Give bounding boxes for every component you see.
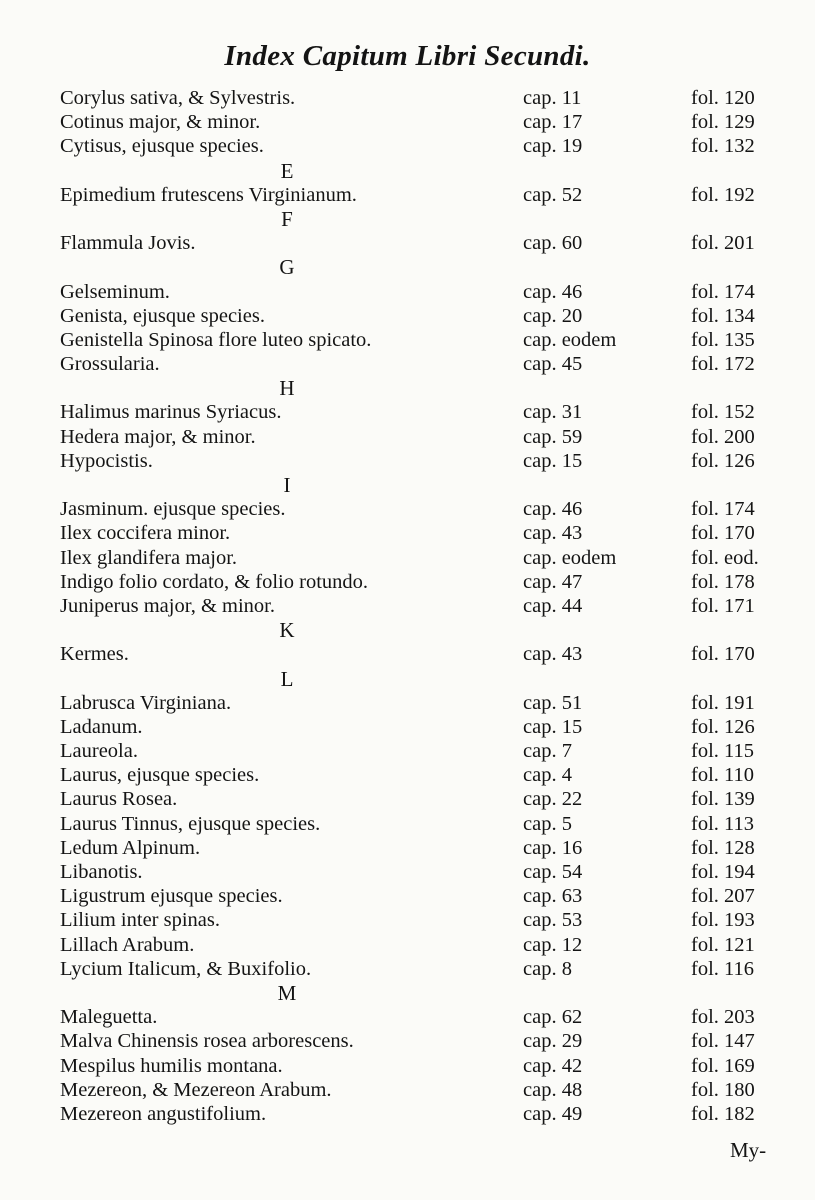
index-entry <box>0 497 815 521</box>
index-entry <box>0 1054 815 1078</box>
index-entry <box>0 425 815 449</box>
entry-name: Laurus, ejusque species. <box>60 764 260 787</box>
entry-name: Corylus sativa, & Sylvestris. <box>60 87 296 109</box>
entry-name: Ledum Alpinum. <box>60 836 201 859</box>
entry-chapter: cap. 43 <box>523 522 583 545</box>
entry-chapter: cap. 19 <box>523 135 583 158</box>
section-letter <box>0 376 815 400</box>
entry-folio: fol. 180 <box>691 1078 755 1101</box>
entry-name: Mespilus humilis montana. <box>60 1054 283 1077</box>
section-letter-label: G <box>279 255 295 280</box>
entry-folio: fol. 132 <box>691 135 755 158</box>
index-entry <box>0 642 815 666</box>
index-entry <box>0 546 815 570</box>
section-letter-label: K <box>279 618 295 643</box>
entry-folio: fol. 135 <box>691 328 755 351</box>
entry-folio: fol. 203 <box>691 1006 755 1029</box>
index-entry <box>0 1005 815 1029</box>
page-title: Index Capitum Libri Secundi. <box>224 40 591 72</box>
entry-chapter: cap. eodem <box>523 546 617 569</box>
entry-name: Hypocistis. <box>60 449 153 472</box>
entry-chapter: cap. 49 <box>523 1102 583 1125</box>
entry-chapter: cap. 22 <box>523 788 583 811</box>
entry-name: Mezereon, & Mezereon Arabum. <box>60 1078 332 1101</box>
entry-name: Maleguetta. <box>60 1006 158 1029</box>
entry-folio: fol. 191 <box>691 691 755 714</box>
index-entry <box>0 739 815 763</box>
index-entry <box>0 908 815 932</box>
entry-chapter: cap. 17 <box>523 111 583 134</box>
index-entry <box>0 328 815 352</box>
entry-folio: fol. 182 <box>691 1102 755 1125</box>
section-letter <box>0 667 815 691</box>
index-entry <box>0 183 815 207</box>
entry-chapter: cap. 7 <box>523 740 572 763</box>
entry-name: Halimus marinus Syriacus. <box>60 401 282 424</box>
entry-name: Laureola. <box>60 740 138 763</box>
entry-name: Ilex glandifera major. <box>60 546 238 569</box>
entry-chapter: cap. 51 <box>523 691 583 714</box>
entry-chapter: cap. 62 <box>523 1006 583 1029</box>
entry-folio: fol. 170 <box>691 643 755 666</box>
entry-folio: fol. 116 <box>691 957 755 980</box>
index-entry <box>0 860 815 884</box>
index-entry <box>0 884 815 908</box>
entry-folio: fol. 134 <box>691 304 755 327</box>
index-entry <box>0 134 815 158</box>
entry-folio: fol. 171 <box>691 594 755 617</box>
entry-folio: fol. 120 <box>691 87 755 109</box>
section-letter-label: M <box>277 980 297 1005</box>
index-entry <box>0 521 815 545</box>
entry-chapter: cap. 43 <box>523 643 583 666</box>
entry-name: Juniperus major, & minor. <box>60 594 275 617</box>
index-entry <box>0 231 815 255</box>
entry-name: Libanotis. <box>60 861 143 883</box>
entry-folio: fol. 174 <box>691 498 755 521</box>
entry-folio: fol. 128 <box>691 836 755 859</box>
entry-name: Cytisus, ejusque species. <box>60 135 264 158</box>
entry-folio: fol. 193 <box>691 909 755 932</box>
entry-folio: fol. 121 <box>691 933 755 956</box>
index-entry <box>0 836 815 860</box>
index-entry <box>0 110 815 134</box>
entry-folio: fol. 200 <box>691 425 755 448</box>
entry-name: Ligustrum ejusque species. <box>60 885 283 908</box>
index-entry <box>0 570 815 594</box>
entry-name: Jasminum. ejusque species. <box>60 498 286 521</box>
entry-folio: fol. 172 <box>691 353 755 376</box>
section-letter-label: F <box>281 206 293 231</box>
entry-name: Lillach Arabum. <box>60 933 195 956</box>
entry-name: Laurus Rosea. <box>60 788 178 811</box>
index-entry <box>0 933 815 957</box>
entry-chapter: cap. 29 <box>523 1030 583 1053</box>
entry-folio: fol. 174 <box>691 280 755 303</box>
entry-chapter: cap. eodem <box>523 328 617 351</box>
catchword: My- <box>730 1138 767 1162</box>
entry-folio: fol. 139 <box>691 788 755 811</box>
section-letter <box>0 207 815 231</box>
entry-name: Gelseminum. <box>60 280 170 303</box>
entry-chapter: cap. 47 <box>523 570 583 593</box>
entry-name: Lilium inter spinas. <box>60 909 220 932</box>
entry-folio: fol. 115 <box>691 740 755 763</box>
entry-folio: fol. 201 <box>691 232 755 255</box>
entry-folio: fol. eod. <box>691 546 759 569</box>
entry-chapter: cap. 44 <box>523 594 583 617</box>
index-entry <box>0 787 815 811</box>
index-entry <box>0 1102 815 1126</box>
entry-chapter: cap. 8 <box>523 957 572 980</box>
entry-name: Laurus Tinnus, ejusque species. <box>60 812 321 835</box>
entry-chapter: cap. 53 <box>523 909 583 932</box>
section-letter <box>0 159 815 183</box>
entry-chapter: cap. 12 <box>523 933 583 956</box>
entry-folio: fol. 126 <box>691 449 755 472</box>
section-letter-label: L <box>280 666 294 691</box>
entry-name: Ilex coccifera minor. <box>60 522 231 545</box>
entry-chapter: cap. 46 <box>523 280 583 303</box>
entry-folio: fol. 169 <box>691 1054 755 1077</box>
entry-name: Cotinus major, & minor. <box>60 111 261 134</box>
entry-folio: fol. 126 <box>691 715 755 738</box>
index-entry <box>0 594 815 618</box>
entry-name: Genista, ejusque species. <box>60 304 265 327</box>
entry-name: Flammula Jovis. <box>60 232 196 255</box>
entry-chapter: cap. 20 <box>523 304 583 327</box>
entry-name: Kermes. <box>60 643 129 666</box>
entry-chapter: cap. 46 <box>523 498 583 521</box>
section-letter <box>0 981 815 1005</box>
section-letter <box>0 618 815 642</box>
index-entry <box>0 763 815 787</box>
entry-folio: fol. 110 <box>691 764 755 787</box>
index-entry <box>0 449 815 473</box>
section-letter-label: E <box>280 158 294 183</box>
index-entry <box>0 691 815 715</box>
entry-chapter: cap. 59 <box>523 425 583 448</box>
entry-folio: fol. 192 <box>691 183 755 206</box>
entry-chapter: cap. 31 <box>523 401 583 424</box>
section-letter <box>0 255 815 279</box>
entry-chapter: cap. 48 <box>523 1078 583 1101</box>
entry-folio: fol. 152 <box>691 401 755 424</box>
index-entry <box>0 400 815 424</box>
entry-chapter: cap. 16 <box>523 836 583 859</box>
index-entry <box>0 304 815 328</box>
entry-chapter: cap. 60 <box>523 232 583 255</box>
index-entry <box>0 715 815 739</box>
entry-chapter: cap. 5 <box>523 812 572 835</box>
section-letter <box>0 473 815 497</box>
index-entry <box>0 280 815 304</box>
entry-chapter: cap. 15 <box>523 715 583 738</box>
index-entry <box>0 1029 815 1053</box>
entry-name: Ladanum. <box>60 715 143 738</box>
entry-chapter: cap. 54 <box>523 861 583 883</box>
entry-name: Labrusca Virginiana. <box>60 691 232 714</box>
entry-folio: fol. 147 <box>691 1030 755 1053</box>
entry-name: Genistella Spinosa flore luteo spicato. <box>60 328 372 351</box>
entry-folio: fol. 113 <box>691 812 755 835</box>
entry-folio: fol. 178 <box>691 570 755 593</box>
entry-name: Malva Chinensis rosea arborescens. <box>60 1030 354 1053</box>
entry-chapter: cap. 45 <box>523 353 583 376</box>
entry-chapter: cap. 63 <box>523 885 583 908</box>
entry-folio: fol. 170 <box>691 522 755 545</box>
entry-chapter: cap. 42 <box>523 1054 583 1077</box>
entry-name: Lycium Italicum, & Buxifolio. <box>60 957 312 980</box>
entry-name: Epimedium frutescens Virginianum. <box>60 183 357 206</box>
entry-chapter: cap. 4 <box>523 764 572 787</box>
index-entry <box>0 352 815 376</box>
entry-folio: fol. 194 <box>691 861 755 883</box>
index-entry <box>0 86 815 110</box>
entry-folio: fol. 207 <box>691 885 755 908</box>
entry-chapter: cap. 11 <box>523 87 582 109</box>
index-list <box>0 86 815 1126</box>
section-letter-label: I <box>283 473 291 497</box>
entry-name: Grossularia. <box>60 353 160 376</box>
index-entry <box>0 1078 815 1102</box>
index-entry <box>0 812 815 836</box>
index-entry <box>0 957 815 981</box>
entry-name: Indigo folio cordato, & folio rotundo. <box>60 570 369 593</box>
entry-chapter: cap. 52 <box>523 183 583 206</box>
entry-name: Hedera major, & minor. <box>60 425 256 448</box>
entry-name: Mezereon angustifolium. <box>60 1102 267 1125</box>
entry-chapter: cap. 15 <box>523 449 583 472</box>
section-letter-label: H <box>279 376 295 401</box>
entry-folio: fol. 129 <box>691 111 755 134</box>
